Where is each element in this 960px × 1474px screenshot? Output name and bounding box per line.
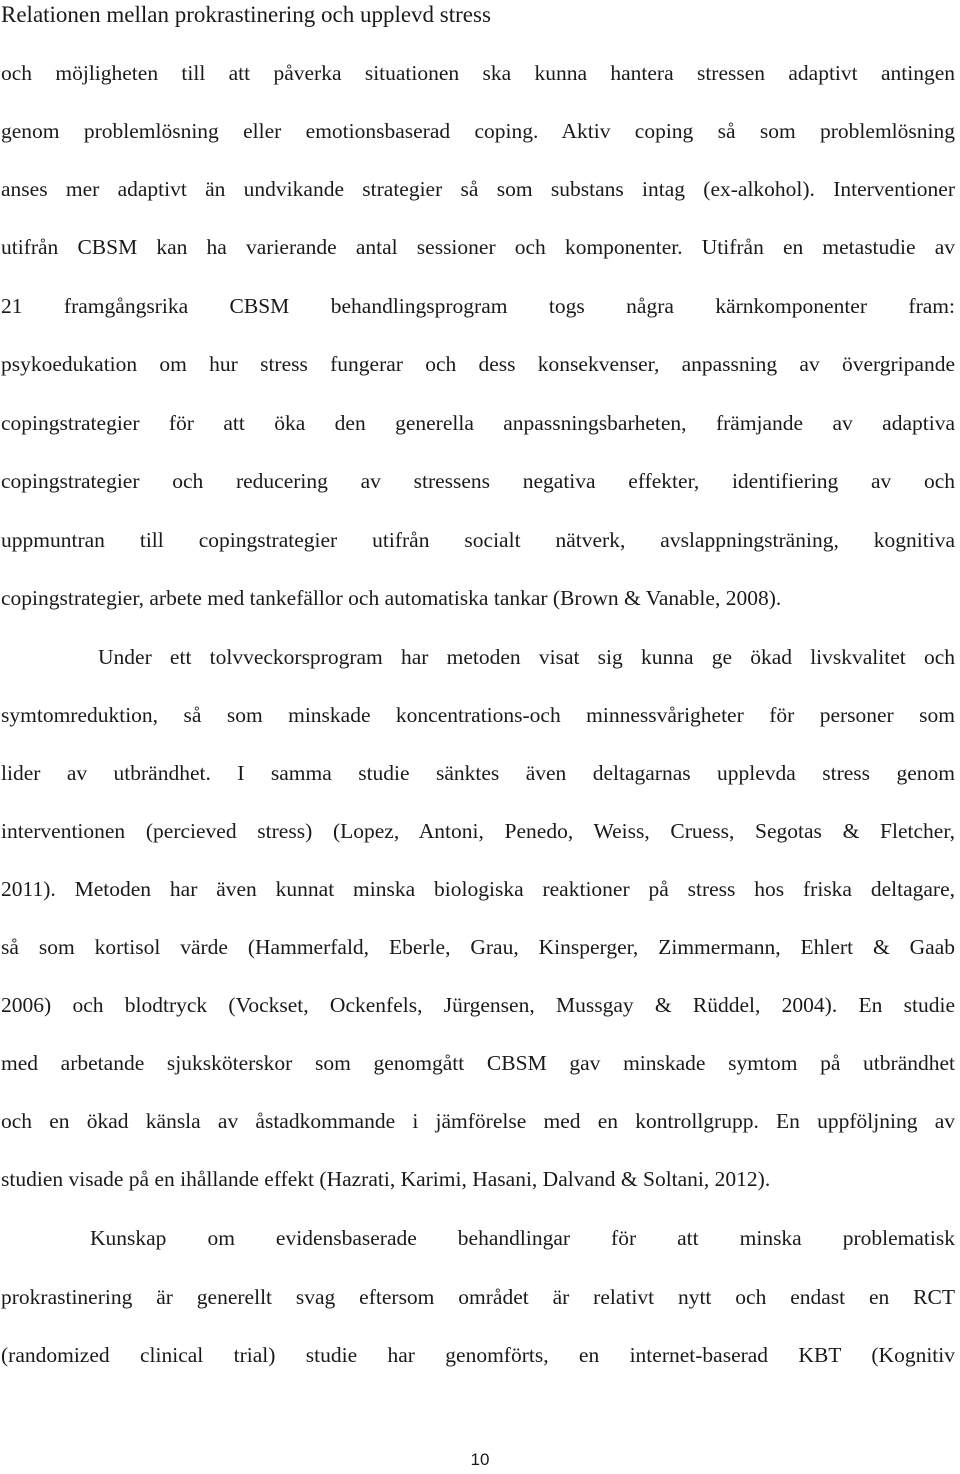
paragraph-2-line-7: 2006) och blodtryck (Vockset, Ockenfels, Jürgensen, Mussgay & Rüddel, 2004). En studie <box>1 993 955 1017</box>
paragraph-1-line-2: genom problemlösning eller emotionsbaserad coping. Aktiv coping så som problemlösning <box>1 119 955 143</box>
paragraph-1-line-3: anses mer adaptivt än undvikande strategier så som substans intag (ex-alkohol). Interventioner <box>1 177 955 201</box>
paragraph-1-line-5: 21 framgångsrika CBSM behandlingsprogram togs några kärnkomponenter fram: <box>1 294 955 318</box>
paragraph-2-line-8: med arbetande sjuksköterskor som genomgått CBSM gav minskade symtom på utbrändhet <box>1 1051 955 1075</box>
running-header: Relationen mellan prokrastinering och upplevd stress <box>1 2 491 27</box>
paragraph-2-line-1: Under ett tolvveckorsprogram har metoden visat sig kunna ge ökad livskvalitet och <box>98 645 955 669</box>
paragraph-2-line-3: lider av utbrändhet. I samma studie sänktes även deltagarnas upplevda stress genom <box>1 761 955 785</box>
paragraph-3-line-1: Kunskap om evidensbaserade behandlingar för att minska problematisk <box>90 1226 955 1250</box>
paragraph-1-line-6: psykoedukation om hur stress fungerar och dess konsekvenser, anpassning av övergripande <box>1 352 955 376</box>
paragraph-1-line-9: uppmuntran till copingstrategier utifrån socialt nätverk, avslappningsträning, kognitiva <box>1 528 955 552</box>
paragraph-2-line-6: så som kortisol värde (Hammerfald, Eberle, Grau, Kinsperger, Zimmermann, Ehlert & Gaab <box>1 935 955 959</box>
paragraph-2-line-5: 2011). Metoden har även kunnat minska biologiska reaktioner på stress hos friska deltagare, <box>1 877 955 901</box>
paragraph-1-line-8: copingstrategier och reducering av stressens negativa effekter, identifiering av och <box>1 469 955 493</box>
paragraph-2-line-2: symtomreduktion, så som minskade koncentrations-och minnessvårigheter för personer som <box>1 703 955 727</box>
paragraph-2-line-9: och en ökad känsla av åstadkommande i jämförelse med en kontrollgrupp. En uppföljning av <box>1 1109 955 1133</box>
page-number: 10 <box>470 1450 490 1469</box>
paragraph-1-line-4: utifrån CBSM kan ha varierande antal sessioner och komponenter. Utifrån en metastudie av <box>1 235 955 259</box>
paragraph-1-line-10: copingstrategier, arbete med tankefällor och automatiska tankar (Brown & Vanable, 2008). <box>1 586 782 610</box>
paragraph-1-line-7: copingstrategier för att öka den generella anpassningsbarheten, främjande av adaptiva <box>1 411 955 435</box>
paragraph-3-line-3: (randomized clinical trial) studie har genomförts, en internet-baserad KBT (Kognitiv <box>1 1343 955 1367</box>
paragraph-1-line-1: och möjligheten till att påverka situationen ska kunna hantera stressen adaptivt antingen <box>1 61 955 85</box>
paragraph-2-line-4: interventionen (percieved stress) (Lopez, Antoni, Penedo, Weiss, Cruess, Segotas & Fletcher, <box>1 819 955 843</box>
paragraph-3-line-2: prokrastinering är generellt svag eftersom området är relativt nytt och endast en RCT <box>1 1285 955 1309</box>
paragraph-2-line-10: studien visade på en ihållande effekt (Hazrati, Karimi, Hasani, Dalvand & Soltani, 2012). <box>1 1167 771 1191</box>
